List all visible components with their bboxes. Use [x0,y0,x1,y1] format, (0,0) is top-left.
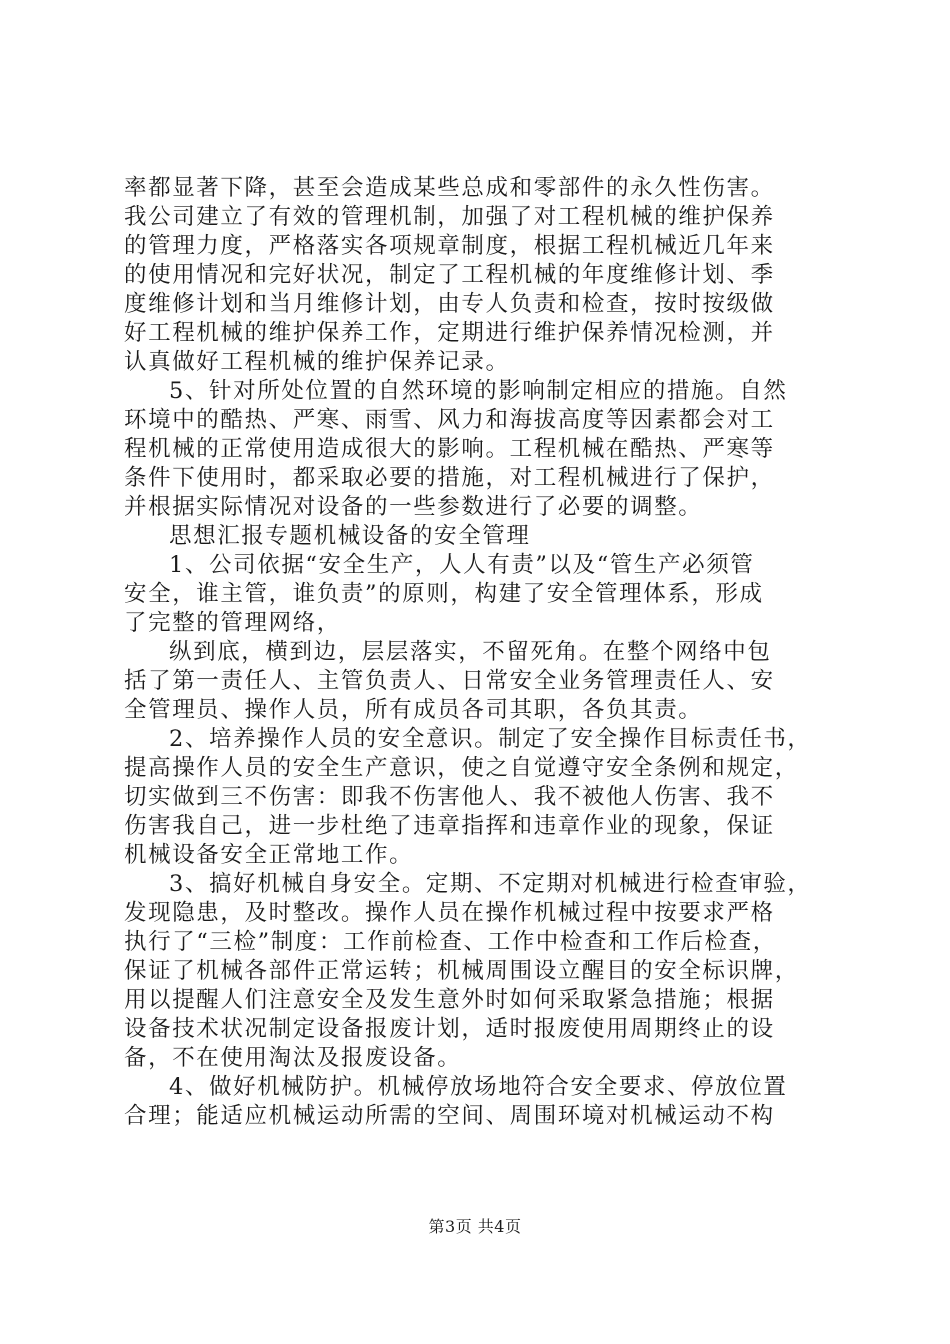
text-line: 并根据实际情况对设备的一些参数进行了必要的调整。 [124,494,703,520]
text-line: 全管理员、操作人员，所有成员各司其职，各负其责。 [124,697,703,723]
body-text [124,174,838,1131]
text-line: 了完整的管理网络， [124,610,341,636]
text-line: 纵到底，横到边，层层落实，不留死角。在整个网络中包 [169,639,772,665]
text-line: 保证了机械各部件正常运转；机械周围设立醒目的安全标识牌， [124,958,799,984]
text-line: 合理；能适应机械运动所需的空间、周围环境对机械运动不构 [124,1103,775,1129]
text-line: 程机械的正常使用造成很大的影响。工程机械在酷热、严寒等 [124,436,775,462]
text-line: 的管理力度，严格落实各项规章制度，根据工程机械近几年来 [124,233,775,259]
text-line: 备，不在使用淘汰及报废设备。 [124,1045,462,1071]
text-line: 环境中的酷热、严寒、雨雪、风力和海拔高度等因素都会对工 [124,407,775,433]
text-line: 率都显著下降，甚至会造成某些总成和零部件的永久性伤害。 [124,175,775,201]
text-line: 用以提醒人们注意安全及发生意外时如何采取紧急措施；根据 [124,987,775,1013]
text-line: 5、针对所处位置的自然环境的影响制定相应的措施。自然 [169,378,788,404]
text-line: 思想汇报专题机械设备的安全管理 [169,523,531,549]
text-line: 的使用情况和完好状况，制定了工程机械的年度维修计划、季 [124,262,775,288]
text-line: 1、公司依据“安全生产，人人有责”以及“管生产必须管 [169,552,755,578]
text-line: 执行了“三检”制度：工作前检查、工作中检查和工作后检查， [124,929,777,955]
text-line: 伤害我自己，进一步杜绝了违章指挥和违章作业的现象，保证 [124,813,775,839]
text-line: 条件下使用时，都采取必要的措施，对工程机械进行了保护， [124,465,775,491]
text-line: 括了第一责任人、主管负责人、日常安全业务管理责任人、安 [124,668,775,694]
text-line: 切实做到三不伤害：即我不伤害他人、我不被他人伤害、我不 [124,784,775,810]
text-line: 度维修计划和当月维修计划，由专人负责和检查，按时按级做 [124,291,775,317]
text-line: 提高操作人员的安全生产意识，使之自觉遵守安全条例和规定， [124,755,799,781]
text-line: 设备技术状况制定设备报废计划，适时报废使用周期终止的设 [124,1016,775,1042]
text-line: 我公司建立了有效的管理机制，加强了对工程机械的维护保养 [124,204,775,230]
text-line: 认真做好工程机械的维护保养记录。 [124,349,510,375]
text-line: 好工程机械的维护保养工作，定期进行维护保养情况检测，并 [124,320,775,346]
text-line: 发现隐患，及时整改。操作人员在操作机械过程中按要求严格 [124,900,775,926]
text-line: 4、做好机械防护。机械停放场地符合安全要求、停放位置 [169,1074,788,1100]
text-line: 机械设备安全正常地工作。 [124,842,414,868]
page-number-footer: 第3页 共4页 [428,1217,522,1236]
text-line: 3、搞好机械自身安全。定期、不定期对机械进行检查审验， [169,871,812,897]
text-line: 2、培养操作人员的安全意识。制定了安全操作目标责任书， [169,726,812,752]
text-line: 安全，谁主管，谁负责”的原则，构建了安全管理体系，形成 [124,581,764,607]
